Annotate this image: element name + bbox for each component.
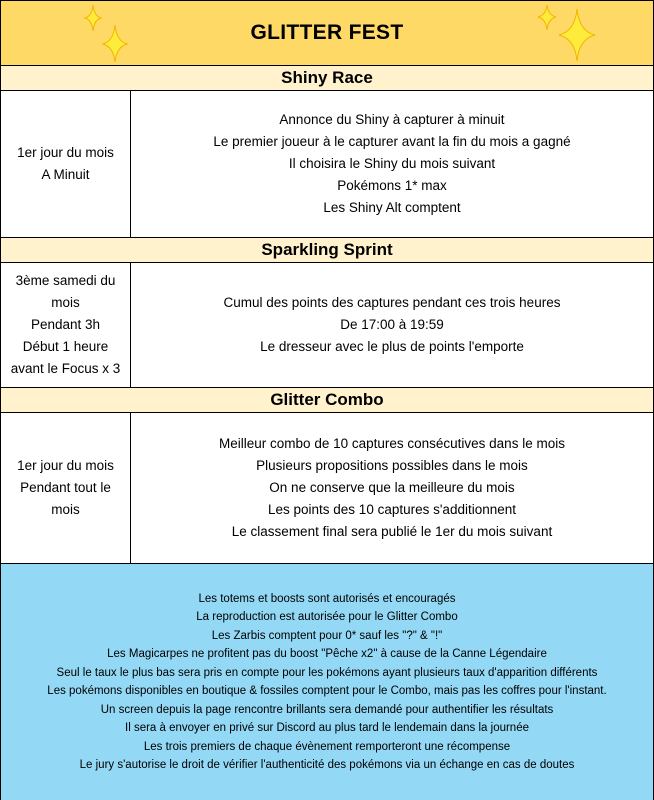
sparkles-icon <box>529 3 601 63</box>
schedule-line: 3ème samedi du <box>15 273 116 288</box>
rule-line: Il sera à envoyer en privé sur Discord au plus tard le lendemain dans la journée <box>125 722 529 734</box>
page-title: GLITTER FEST <box>250 21 404 44</box>
description-cell <box>131 263 653 387</box>
description-line: Les Shiny Alt comptent <box>323 200 461 215</box>
description-line: Plusieurs propositions possibles dans le mois <box>256 458 528 473</box>
description-cell <box>131 91 653 237</box>
schedule-line: avant le Focus x 3 <box>10 361 121 376</box>
schedule-line: Pendant tout le <box>20 480 111 495</box>
schedule-line: mois <box>51 502 80 517</box>
rule-line: Les pokémons disponibles en boutique & fossiles comptent pour le Combo, mais pas les coffres pour l'instant. <box>47 685 607 697</box>
description-line: Pokémons 1* max <box>337 178 447 193</box>
schedule-line: Début 1 heure <box>22 339 109 354</box>
description-line: Les points des 10 captures s'additionnent <box>268 502 516 517</box>
rule-line: Les trois premiers de chaque évènement remporteront une récompense <box>143 740 511 753</box>
section-title-glitter-combo: Glitter Combo <box>1 387 653 413</box>
description-line: Meilleur combo de 10 captures consécutives dans le mois <box>219 436 565 451</box>
description-line: On ne conserve que la meilleure du mois <box>269 480 515 495</box>
section-title-sparkling-sprint: Sparkling Sprint <box>1 237 653 263</box>
schedule-cell <box>1 413 131 563</box>
schedule-line: 1er jour du mois <box>17 458 114 473</box>
rule-line: Les totems et boosts sont autorisés et encouragés <box>198 592 456 605</box>
description-cell <box>131 413 653 563</box>
description-line: Il choisira le Shiny du mois suivant <box>288 156 496 171</box>
section-title-shiny-race: Shiny Race <box>1 65 653 91</box>
rule-line: La reproduction est autorisée pour le Glitter Combo <box>196 611 458 623</box>
schedule-cell <box>1 263 131 387</box>
rule-line: Les Zarbis comptent pour 0* sauf les "?" & "!" <box>211 629 443 642</box>
rule-line: Le jury s'autorise le droit de vérifier l'authenticité des pokémons via un échange en cas de doutes <box>79 759 575 771</box>
description-line: Cumul des points des captures pendant ces trois heures <box>223 295 561 310</box>
rule-line: Seul le taux le plus bas sera pris en compte pour les pokémons ayant plusieurs taux d'apparition différents <box>56 666 598 679</box>
description-line: Annonce du Shiny à capturer à minuit <box>279 112 505 127</box>
schedule-line: Pendant 3h <box>30 317 101 332</box>
description-line: Le premier joueur à le capturer avant la fin du mois a gagné <box>213 134 571 149</box>
section-row-sparkling-sprint <box>1 263 653 387</box>
description-line: Le dresseur avec le plus de points l'emporte <box>260 339 524 354</box>
general-rules-panel <box>1 563 653 800</box>
rule-line: Les Magicarpes ne profitent pas du boost "Pêche x2" à cause de la Canne Légendaire <box>107 648 547 660</box>
schedule-cell <box>1 91 131 237</box>
schedule-line: A Minuit <box>41 167 90 182</box>
section-row-shiny-race <box>1 91 653 237</box>
rule-line: Un screen depuis la page rencontre brillants sera demandé pour authentifier les résultats <box>100 703 554 716</box>
section-row-glitter-combo <box>1 413 653 563</box>
header-banner <box>1 1 653 66</box>
description-line: De 17:00 à 19:59 <box>340 317 444 332</box>
schedule-line: mois <box>51 295 80 310</box>
sparkles-icon <box>79 3 135 63</box>
schedule-line: 1er jour du mois <box>17 145 114 160</box>
description-line: Le classement final sera publié le 1er du mois suivant <box>231 524 553 539</box>
